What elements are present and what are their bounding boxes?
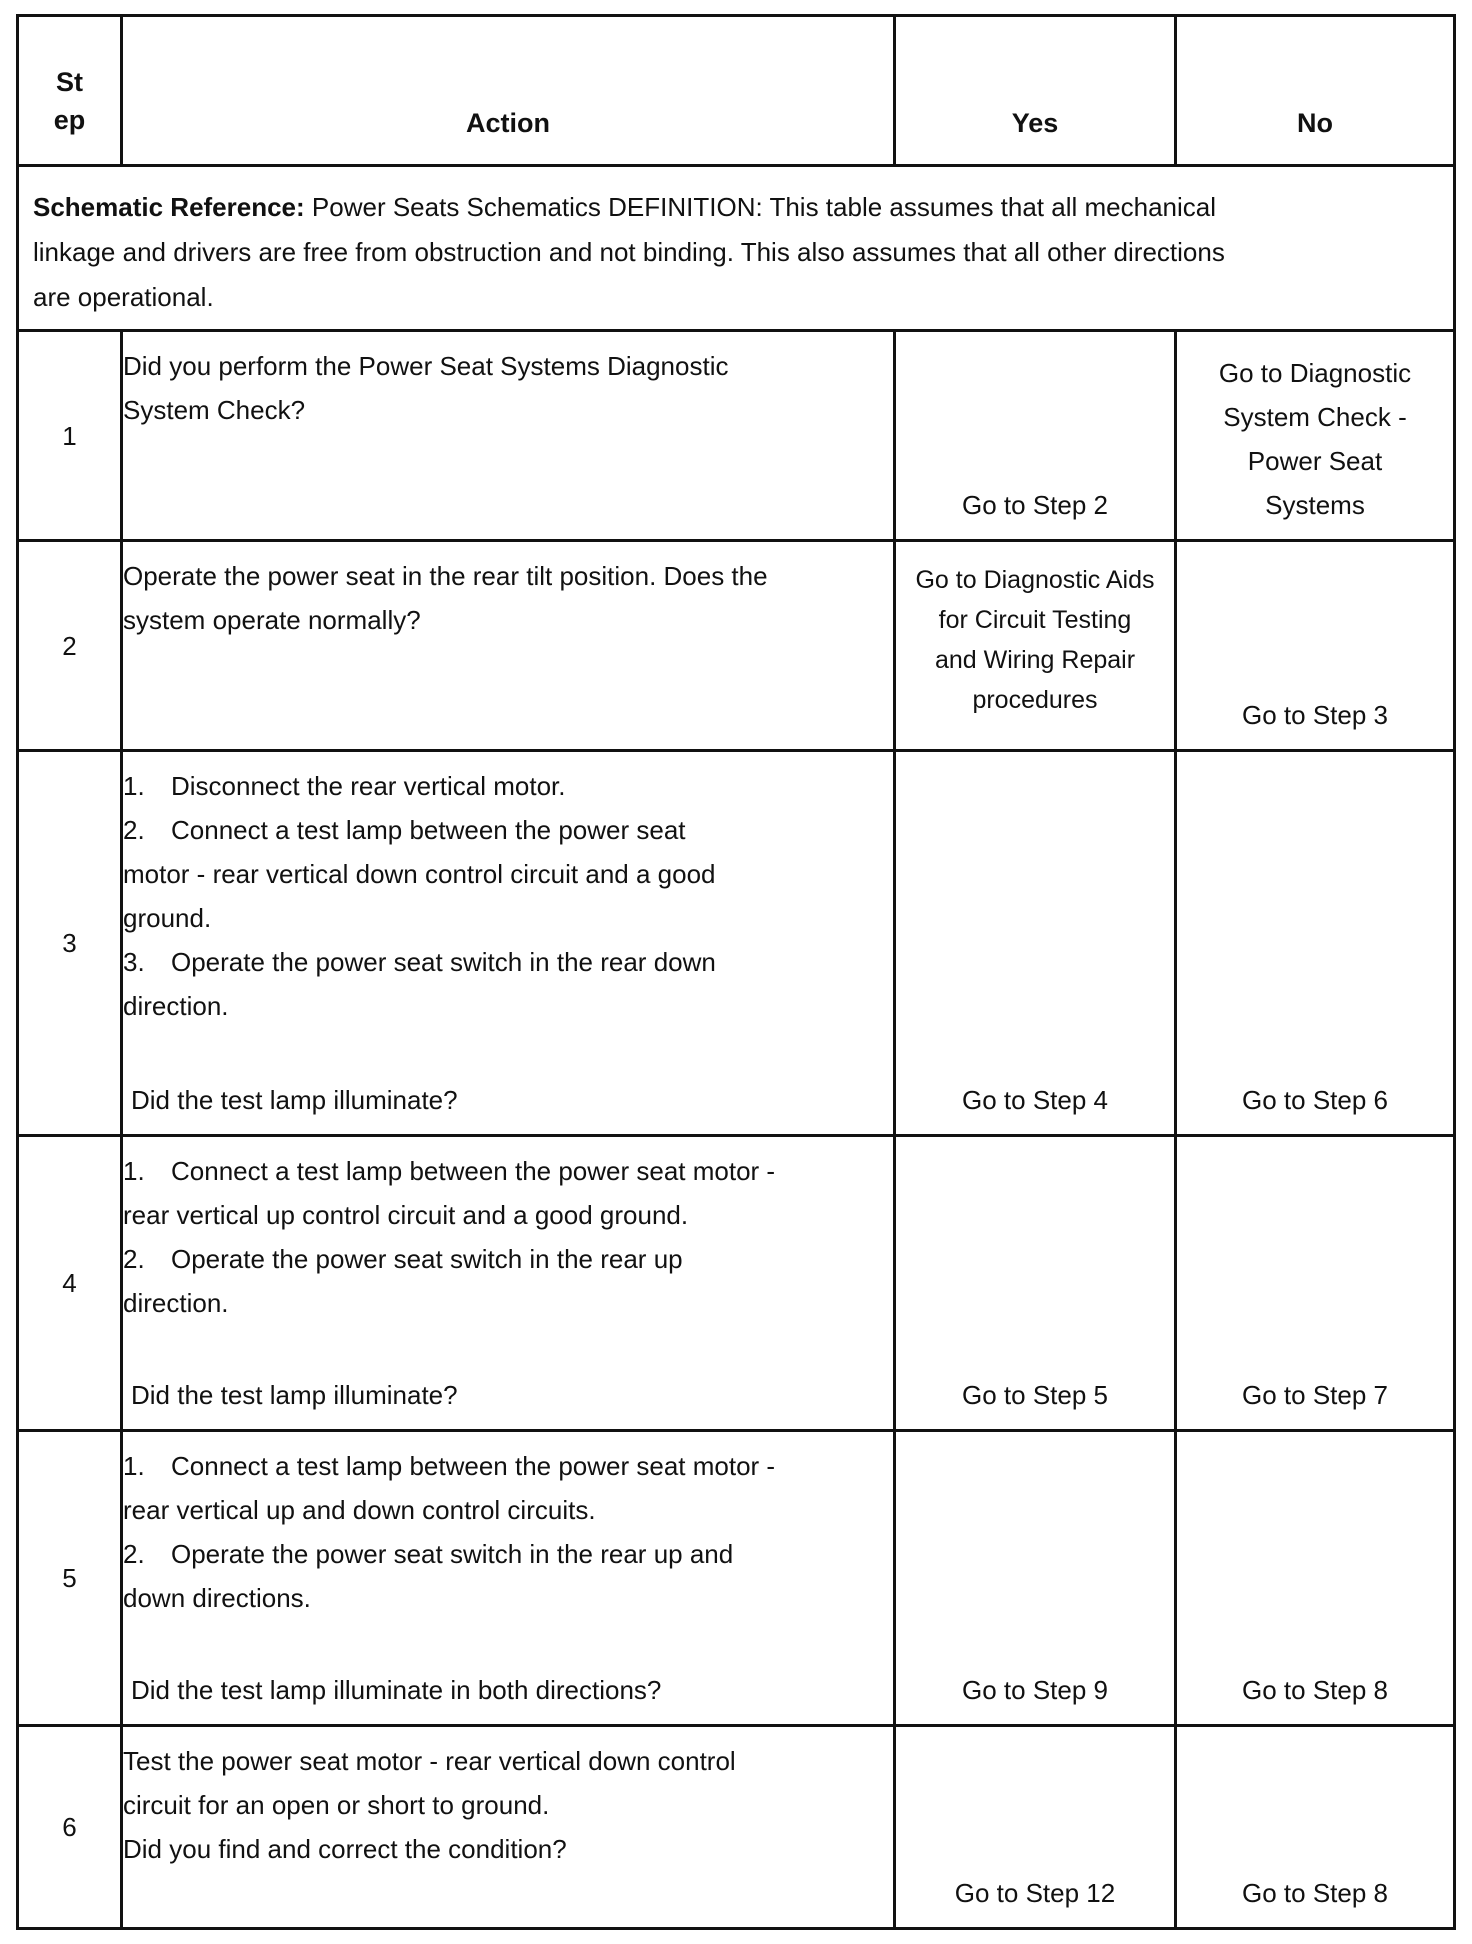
schematic-note — [33, 185, 1439, 320]
step-cell — [19, 542, 123, 749]
no-cell — [1177, 542, 1453, 749]
step-cell — [19, 1432, 123, 1724]
action-question: Did the test lamp illuminate in both directions? — [131, 1675, 662, 1705]
list-item — [123, 808, 893, 852]
list-item-continuation: down directions. — [123, 1583, 311, 1613]
list-item-text: Operate the power seat switch in the rear down — [171, 947, 716, 977]
no-result: Go to Step 7 — [1242, 1380, 1388, 1410]
schematic-reference-label: Schematic Reference: — [33, 192, 305, 222]
list-item-number: 2. — [123, 1244, 145, 1274]
note-line-2: linkage and drivers are free from obstruction and not binding. This also assumes that all other directions — [33, 237, 1225, 267]
yes-cell — [896, 542, 1177, 749]
no-cell — [1177, 752, 1453, 1134]
list-item — [123, 1532, 893, 1576]
step-cell — [19, 1727, 123, 1927]
header-yes-cell — [896, 17, 1177, 164]
yes-line: for Circuit Testing — [938, 606, 1132, 634]
no-cell — [1177, 332, 1453, 539]
header-action-label: Action — [466, 108, 550, 138]
no-line: System Check - — [1223, 402, 1407, 432]
action-cell — [123, 542, 896, 749]
action-cell — [123, 752, 896, 1134]
table-row — [19, 752, 1453, 1137]
yes-cell — [896, 1432, 1177, 1724]
list-item-number: 1. — [123, 771, 145, 801]
list-item-continuation: rear vertical up control circuit and a good ground. — [123, 1200, 689, 1230]
yes-line: and Wiring Repair — [934, 646, 1136, 674]
no-cell — [1177, 1137, 1453, 1429]
action-line: Operate the power seat in the rear tilt position. Does the — [123, 561, 768, 591]
table-row — [19, 1137, 1453, 1432]
list-item-number: 2. — [123, 815, 145, 845]
action-line: circuit for an open or short to ground. — [123, 1790, 550, 1820]
list-item-continuation: rear vertical up and down control circuits. — [123, 1495, 596, 1525]
list-item-continuation: ground. — [123, 903, 212, 933]
header-step-line1: St — [56, 67, 83, 97]
schematic-note-row — [19, 167, 1453, 332]
no-line: Go to Diagnostic — [1218, 358, 1412, 388]
step-number: 3 — [62, 928, 77, 958]
step-cell — [19, 1137, 123, 1429]
list-item-number: 2. — [123, 1539, 145, 1569]
table-row — [19, 542, 1453, 752]
action-line: Test the power seat motor - rear vertical down control — [123, 1746, 736, 1776]
step-number: 5 — [62, 1563, 77, 1593]
yes-result: Go to Step 2 — [962, 490, 1108, 520]
table-row — [19, 1432, 1453, 1727]
action-line: system operate normally? — [123, 605, 421, 635]
list-item-text: Disconnect the rear vertical motor. — [171, 771, 566, 801]
action-cell — [123, 1137, 896, 1429]
header-step-cell — [19, 17, 123, 164]
action-question: Did the test lamp illuminate? — [131, 1380, 458, 1410]
action-line: System Check? — [123, 395, 306, 425]
no-result: Go to Step 3 — [1242, 700, 1388, 730]
no-cell — [1177, 1727, 1453, 1927]
no-result: Go to Step 6 — [1242, 1085, 1388, 1115]
table-row — [19, 332, 1453, 542]
list-item-text: Connect a test lamp between the power seat — [171, 815, 686, 845]
yes-cell — [896, 1137, 1177, 1429]
no-line: Systems — [1265, 490, 1365, 520]
step-cell — [19, 332, 123, 539]
step-number: 6 — [62, 1812, 77, 1842]
note-line-3: are operational. — [33, 282, 214, 312]
list-item — [123, 1237, 893, 1281]
list-item-text: Connect a test lamp between the power seat motor - — [171, 1156, 776, 1186]
step-cell — [19, 752, 123, 1134]
action-line: Did you find and correct the condition? — [123, 1834, 567, 1864]
action-cell — [123, 1727, 896, 1927]
header-step-line2: ep — [53, 105, 86, 135]
list-item-number: 3. — [123, 947, 145, 977]
yes-result: Go to Step 9 — [962, 1675, 1108, 1705]
yes-cell — [896, 752, 1177, 1134]
step-number: 4 — [62, 1268, 77, 1298]
action-cell — [123, 332, 896, 539]
yes-result: Go to Step 4 — [962, 1085, 1108, 1115]
list-item — [123, 764, 893, 808]
list-item-number: 1. — [123, 1156, 145, 1186]
diagnostic-table — [16, 14, 1456, 1930]
header-action-cell — [123, 17, 896, 164]
action-question: Did the test lamp illuminate? — [131, 1085, 458, 1115]
yes-line: Go to Diagnostic Aids — [915, 566, 1155, 594]
action-cell — [123, 1432, 896, 1724]
yes-cell — [896, 332, 1177, 539]
header-yes-label: Yes — [1011, 108, 1059, 138]
note-line-1: Power Seats Schematics DEFINITION: This table assumes that all mechanical — [311, 192, 1217, 222]
action-line: Did you perform the Power Seat Systems Diagnostic — [123, 351, 729, 381]
list-item-continuation: motor - rear vertical down control circuit and a good — [123, 859, 716, 889]
yes-line: procedures — [972, 686, 1098, 714]
no-cell — [1177, 1432, 1453, 1724]
list-item — [123, 1149, 893, 1193]
yes-result: Go to Step 5 — [962, 1380, 1108, 1410]
list-item-continuation: direction. — [123, 991, 229, 1021]
no-line: Power Seat — [1247, 446, 1383, 476]
header-no-cell — [1177, 17, 1453, 164]
list-item-text: Operate the power seat switch in the rear up and — [171, 1539, 734, 1569]
header-no-label: No — [1297, 108, 1333, 138]
list-item-text: Operate the power seat switch in the rear up — [171, 1244, 683, 1274]
no-result: Go to Step 8 — [1242, 1878, 1388, 1908]
step-number: 2 — [62, 630, 77, 661]
table-header-row — [19, 17, 1453, 167]
list-item-continuation: direction. — [123, 1288, 229, 1318]
yes-result: Go to Step 12 — [954, 1878, 1116, 1908]
table-row — [19, 1727, 1453, 1927]
list-item — [123, 1444, 893, 1488]
list-item — [123, 940, 893, 984]
yes-cell — [896, 1727, 1177, 1927]
list-item-number: 1. — [123, 1451, 145, 1481]
step-number: 1 — [62, 420, 77, 451]
no-result: Go to Step 8 — [1242, 1675, 1388, 1705]
list-item-text: Connect a test lamp between the power seat motor - — [171, 1451, 776, 1481]
